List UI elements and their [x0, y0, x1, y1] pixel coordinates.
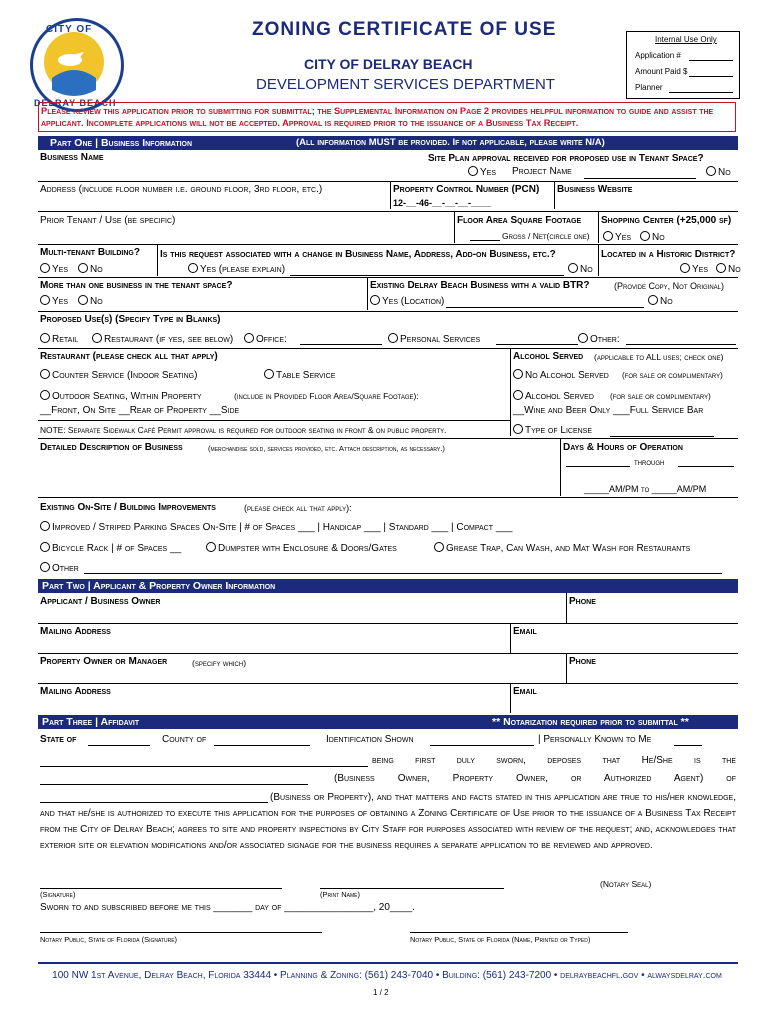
am-pm-range[interactable]: _____AM/PM to _____AM/PM	[584, 484, 707, 494]
affidavit-paragraph: (Business or Property), and that matters and facts stated in this application are true to his/her knowledge, and that he/she is authorized to execute this application for the purposes of obtaining a Zoning Certificate of Use prior to the issuance of a Business Tax Receipt from the City of Delray Beach; agrees to site and property inspections by City Staff for purposes associated with review of the request; and, acknowledges that exterior site or elevation modifications and/or associated signage for the business requires a separate application to be reviewed and approved.	[40, 792, 736, 851]
improvements-label: Existing On-Site / Building Improvements	[40, 502, 216, 513]
page-title: ZONING CERTIFICATE OF USE	[252, 19, 557, 40]
owner-label: Property Owner or Manager	[40, 656, 168, 667]
change-no[interactable]: No	[568, 263, 593, 275]
identification-label: Identification Shown	[326, 734, 414, 745]
radio-icon	[92, 333, 102, 343]
county-of-label: County of	[162, 734, 207, 745]
outdoor-note: (include in Provided Floor Area/Square Footage):	[234, 391, 419, 401]
business-name-label: Business Name	[40, 152, 104, 163]
signature-label: (Signature)	[40, 890, 76, 899]
part-one-label: Part One | Business Information	[50, 137, 193, 149]
radio-icon	[468, 166, 478, 176]
grease-trap[interactable]: Grease Trap, Can Wash, and Mat Wash for Restaurants	[434, 542, 690, 554]
use-retail[interactable]: Retail	[40, 333, 78, 345]
owner-email-label: Email	[513, 686, 537, 697]
seal-text-top: CITY OF	[46, 24, 93, 35]
multi-tenant-yes[interactable]: Yes	[40, 263, 68, 275]
radio-icon	[706, 166, 716, 176]
notice-text: Please review this application prior to submitting for submittal; the Supplemental Information on Page 2 provides helpful information to guide and assist the applicant. Incomplete applications will not be accepted. Approval is required prior to the issuance of a Business Tax Receipt.	[41, 106, 714, 128]
multi-tenant-no[interactable]: No	[78, 263, 103, 275]
radio-icon	[388, 333, 398, 343]
through-label: through	[634, 457, 665, 467]
radio-icon	[188, 263, 198, 273]
site-plan-yes[interactable]: Yes	[468, 166, 496, 178]
radio-icon	[78, 295, 88, 305]
use-other[interactable]: Other:	[578, 333, 620, 345]
more-than-one-label: More than one business in the tenant space?	[40, 280, 233, 291]
more-than-one-no[interactable]: No	[78, 295, 103, 307]
part-three-bar	[38, 715, 738, 729]
use-personal-services[interactable]: Personal Services	[388, 333, 480, 345]
part-one-note: (All information MUST be provided. If not applicable, please write N/A)	[296, 137, 605, 148]
amount-paid-label: Amount Paid $	[635, 67, 688, 76]
notary-seal-label: (Notary Seal)	[600, 879, 652, 889]
detailed-description-note: (merchandise sold, services provided, etc. Attach description, as necessary.)	[208, 444, 445, 453]
alcohol-served[interactable]: Alcohol Served	[513, 390, 594, 402]
days-hours-label: Days & Hours of Operation	[563, 442, 683, 453]
prior-tenant-label: Prior Tenant / Use (be specific)	[40, 215, 176, 226]
internal-use-title: Internal Use Only	[655, 35, 717, 44]
radio-icon	[648, 295, 658, 305]
radio-icon	[513, 424, 523, 434]
radio-icon	[264, 369, 274, 379]
sidewalk-note: NOTE: Separate Sidewalk Café Permit approval is required for outdoor seating in front & on public property.	[40, 425, 447, 435]
existing-btr-label: Existing Delray Beach Business with a valid BTR?	[370, 280, 590, 291]
historic-no[interactable]: No	[716, 263, 741, 275]
shopping-center-label: Shopping Center (+25,000 sf)	[601, 215, 732, 226]
alcohol-served-note: (for sale or complimentary)	[610, 392, 711, 401]
radio-icon	[513, 369, 523, 379]
radio-icon	[603, 231, 613, 241]
detailed-description-label: Detailed Description of Business	[40, 442, 183, 453]
affidavit-roles: (Business Owner, Property Owner, or Authorized Agent) of	[334, 773, 736, 784]
part-two-label: Part Two | Applicant & Property Owner Information	[42, 580, 276, 592]
city-name: CITY OF DELRAY BEACH	[304, 56, 473, 72]
btr-no[interactable]: No	[648, 295, 673, 307]
front-rear-side[interactable]: __Front, On Site __Rear of Property __Side	[40, 405, 240, 416]
radio-icon	[640, 231, 650, 241]
alcohol-header: Alcohol Served	[513, 351, 584, 362]
radio-icon	[40, 333, 50, 343]
department-name: DEVELOPMENT SERVICES DEPARTMENT	[256, 76, 555, 93]
proposed-uses-label: Proposed Use(s) (Specify Type in Blanks)	[40, 314, 221, 325]
applicant-email-label: Email	[513, 626, 537, 637]
shopping-center-no[interactable]: No	[640, 231, 665, 243]
radio-icon	[680, 263, 690, 273]
part-three-label: Part Three | Affidavit	[42, 716, 140, 728]
radio-icon	[244, 333, 254, 343]
personally-known-label: | Personally Known to Me	[538, 734, 652, 745]
improvements-note: (please check all that apply):	[244, 503, 352, 513]
radio-icon	[40, 263, 50, 273]
print-name-label: (Print Name)	[320, 890, 360, 899]
affidavit-being: being first duly sworn, deposes that He/She is the	[372, 755, 736, 766]
footer-address: 100 NW 1st Avenue, Delray Beach, Florida 33444 • Planning & Zoning: (561) 243-7040 • Building: (561) 243-7200 • delraybeachfl.gov • alwaysdelray.com	[52, 970, 722, 981]
counter-service[interactable]: Counter Service (Indoor Seating)	[40, 369, 197, 381]
change-yes[interactable]: Yes (please explain)	[188, 263, 285, 275]
part-two-bar	[38, 579, 738, 593]
restaurant-header: Restaurant (please check all that apply)	[40, 351, 218, 362]
seal-text-bottom: DELRAY BEACH	[34, 98, 117, 108]
outdoor-seating[interactable]: Outdoor Seating, Within Property	[40, 390, 202, 402]
radio-icon	[513, 390, 523, 400]
no-alcohol-note: (for sale or complimentary)	[622, 371, 723, 380]
radio-icon	[434, 542, 444, 552]
address-label: Address (include floor number i.e. ground floor, 3rd floor, etc.)	[40, 184, 323, 195]
site-plan-question: Site Plan approval received for proposed use in Tenant Space?	[428, 153, 704, 164]
planner-label: Planner	[635, 83, 663, 92]
dumpster-enclosure[interactable]: Dumpster with Enclosure & Doors/Gates	[206, 542, 397, 554]
type-of-license[interactable]: Type of License	[513, 424, 592, 436]
sworn-statement[interactable]: Sworn to and subscribed before me this _______ day of ________________, 20____.	[40, 902, 415, 913]
owner-mailing-label: Mailing Address	[40, 686, 111, 697]
radio-icon	[370, 295, 380, 305]
radio-icon	[40, 390, 50, 400]
page-number: 1 / 2	[373, 988, 389, 997]
owner-note: (specify which)	[192, 658, 247, 668]
table-service[interactable]: Table Service	[264, 369, 335, 381]
floor-area-label: Floor Area Square Footage	[457, 215, 582, 226]
state-of-label: State of	[40, 734, 77, 745]
radio-icon	[206, 542, 216, 552]
owner-phone-label: Phone	[569, 656, 596, 667]
multi-tenant-label: Multi-tenant Building?	[40, 247, 140, 258]
use-restaurant[interactable]: Restaurant (if yes, see below)	[92, 333, 233, 345]
historic-yes[interactable]: Yes	[680, 263, 708, 275]
project-name-label: Project Name	[512, 166, 572, 177]
notary-name-label: Notary Public, State of Florida (Name, Printed or Typed)	[410, 935, 591, 944]
gross-net-label: Gross / Net(circle one)	[502, 231, 590, 241]
radio-icon	[40, 295, 50, 305]
pcn-value[interactable]: 12-__-46-__-__-__-____	[393, 198, 492, 208]
btr-yes[interactable]: Yes (Location)	[370, 295, 444, 307]
pcn-label: Property Control Number (PCN)	[393, 184, 540, 195]
more-than-one-yes[interactable]: Yes	[40, 295, 68, 307]
alcohol-note: (applicable to ALL uses; check one)	[594, 352, 724, 362]
radio-icon	[716, 263, 726, 273]
applicant-phone-label: Phone	[569, 596, 596, 607]
radio-icon	[578, 333, 588, 343]
radio-icon	[568, 263, 578, 273]
internal-use-box	[626, 31, 740, 99]
wine-beer-options[interactable]: __Wine and Beer Only ___Full Service Bar	[513, 405, 704, 416]
btr-note: (Provide Copy, Not Original)	[614, 281, 725, 291]
application-number-label: Application #	[635, 51, 681, 60]
radio-icon	[40, 521, 50, 531]
improvements-other[interactable]: Other	[40, 562, 79, 574]
shopping-center-yes[interactable]: Yes	[603, 231, 631, 243]
parking-spaces[interactable]: Improved / Striped Parking Spaces On-Site | # of Spaces ___ | Handicap ___ | Standard ___ | Compact ___	[40, 521, 512, 533]
bicycle-rack[interactable]: Bicycle Rack | # of Spaces __	[40, 542, 181, 554]
notary-signature-label: Notary Public, State of Florida (Signature)	[40, 935, 178, 944]
part-one-bar	[38, 136, 738, 150]
radio-icon	[40, 369, 50, 379]
radio-icon	[78, 263, 88, 273]
applicant-mailing-label: Mailing Address	[40, 626, 111, 637]
business-website-label: Business Website	[557, 184, 633, 195]
historic-question: Located in a Historic District?	[601, 249, 736, 260]
applicant-label: Applicant / Business Owner	[40, 596, 161, 607]
part-three-note: ** Notarization required prior to submittal **	[492, 716, 689, 728]
radio-icon	[40, 562, 50, 572]
site-plan-no[interactable]: No	[706, 166, 731, 178]
radio-icon	[40, 542, 50, 552]
use-office[interactable]: Office:	[244, 333, 287, 345]
no-alcohol[interactable]: No Alcohol Served	[513, 369, 609, 381]
change-question: Is this request associated with a change in Business Name, Address, Add-on Business, etc.?	[160, 249, 556, 260]
